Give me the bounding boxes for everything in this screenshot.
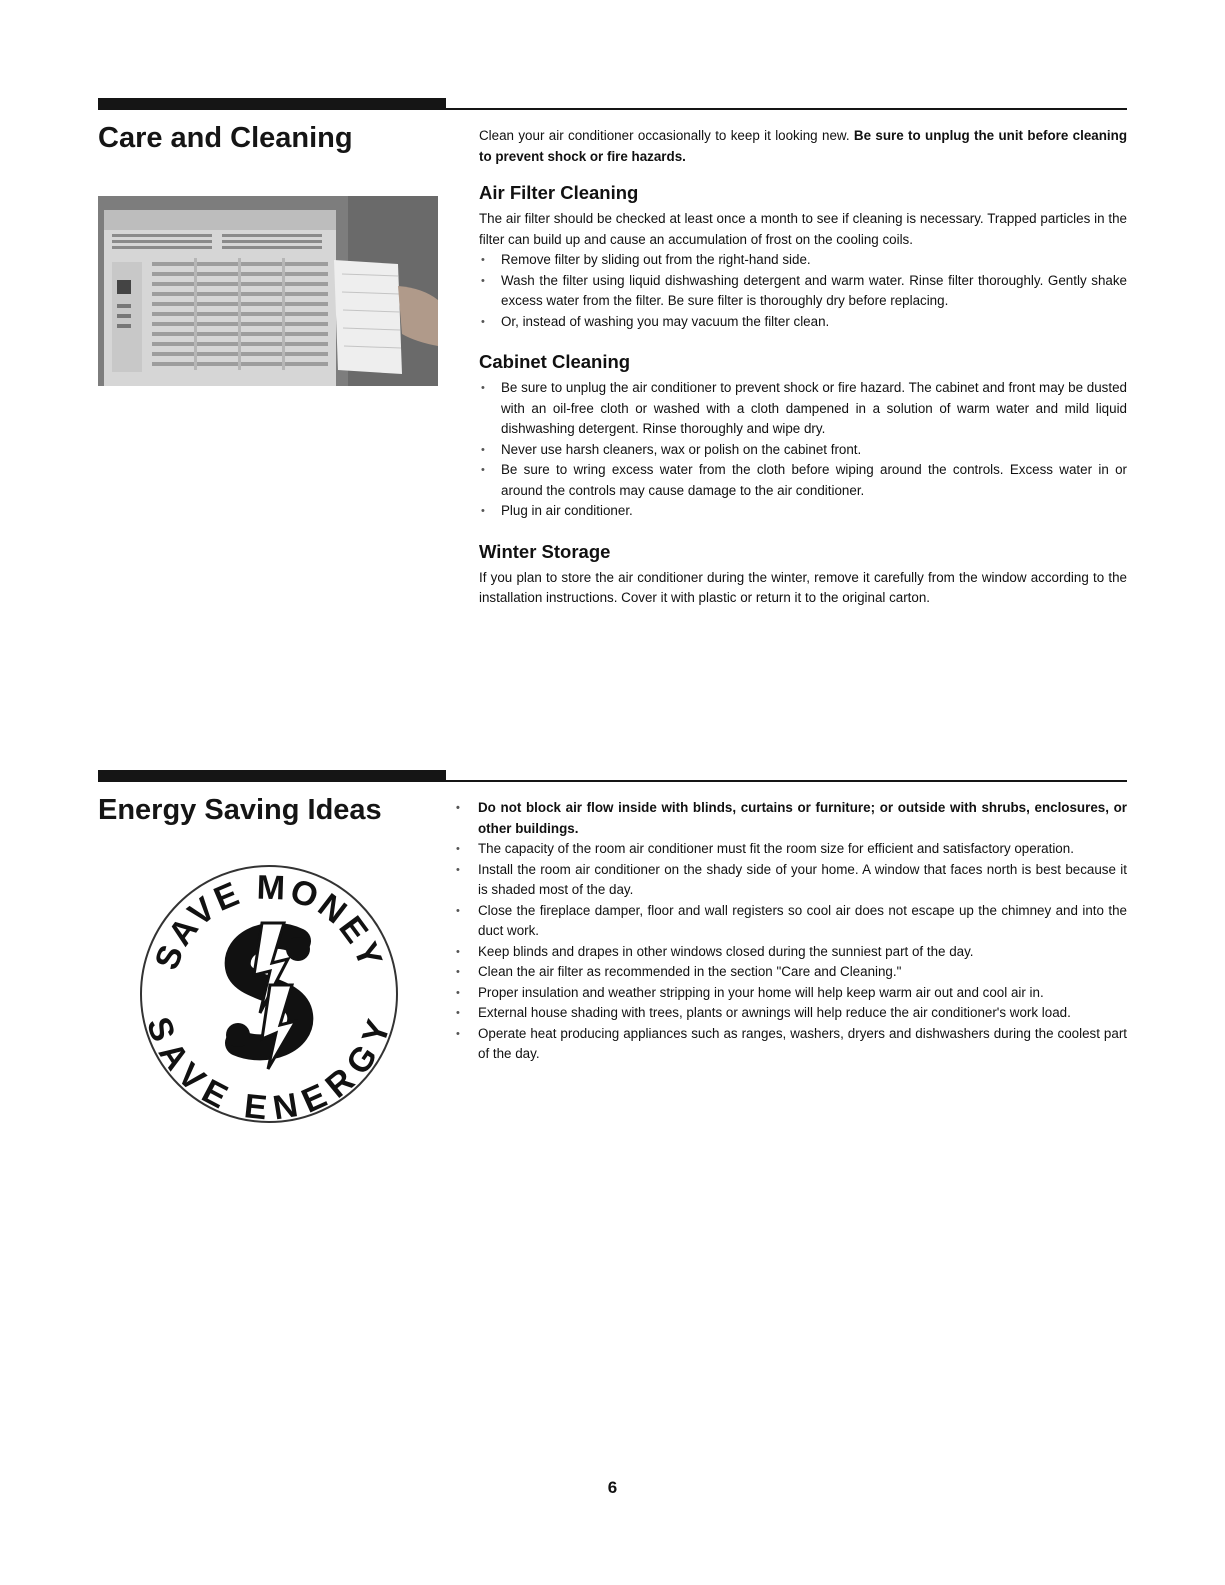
seal-bottom-text: SAVE ENERGY	[138, 1012, 400, 1125]
list-item: • Clean the air filter as recommended in the section "Care and Cleaning."	[454, 962, 1127, 983]
list-item: • Install the room air conditioner on the shady side of your home. A window that faces north is best because it is shaded most of the day.	[454, 860, 1127, 901]
section-rule-thick	[98, 98, 446, 110]
list-item: • Or, instead of washing you may vacuum the filter clean.	[479, 312, 1127, 333]
list-item: • Operate heat producing appliances such as ranges, washers, dryers and dishwashers during the coolest part of the day.	[454, 1024, 1127, 1065]
list-item: • External house shading with trees, plants or awnings will help reduce the air conditioner's work load.	[454, 1003, 1127, 1024]
list-item: • Keep blinds and drapes in other windows closed during the sunniest part of the day.	[454, 942, 1127, 963]
air-filter-heading: Air Filter Cleaning	[479, 182, 639, 203]
energy-list	[454, 798, 1127, 1065]
section-rule-thin	[446, 780, 1127, 782]
care-intro-regular: Clean your air conditioner occasionally to keep it looking new.	[479, 128, 854, 143]
list-item: • Never use harsh cleaners, wax or polish on the cabinet front.	[479, 440, 1127, 461]
air-filter-list	[479, 250, 1127, 332]
list-item: • Be sure to unplug the air conditioner to prevent shock or fire hazard. The cabinet and front may be dusted with an oil-free cloth or washed with a cloth dampened in a solution of warm water and mild liquid dishwashing detergent. Rinse thoroughly and wipe dry.	[479, 378, 1127, 440]
cabinet-list	[479, 378, 1127, 522]
section-rule-thin	[446, 108, 1127, 110]
energy-text-column	[454, 798, 1127, 1065]
air-conditioner-photo	[98, 196, 438, 386]
care-intro	[479, 126, 1127, 167]
winter-storage-heading: Winter Storage	[479, 540, 611, 562]
air-conditioner-illustration	[98, 196, 438, 386]
cabinet-heading: Cabinet Cleaning	[479, 351, 631, 372]
list-item: • Plug in air conditioner.	[479, 501, 1127, 522]
save-money-save-energy-seal	[138, 863, 400, 1125]
care-and-cleaning-section	[98, 98, 1127, 708]
seal-graphic	[138, 863, 400, 1125]
page-number: 6	[607, 1478, 618, 1497]
list-item: • Close the fireplace damper, floor and wall registers so cool air does not escape up the chimney and into the duct work.	[454, 901, 1127, 942]
care-title: Care and Cleaning	[98, 122, 353, 154]
winter-storage-paragraph: If you plan to store the air conditioner during the winter, remove it carefully from the window according to the installation instructions. Cover it with plastic or return it to the original carton.	[479, 569, 1127, 605]
list-item: • Do not block air flow inside with blinds, curtains or furniture; or outside with shrubs, enclosures, or other buildings.	[454, 798, 1127, 839]
list-item: • Remove filter by sliding out from the right-hand side.	[479, 250, 1127, 271]
care-intro-warning: Be sure to unplug the unit before cleaning to prevent shock or fire hazards.	[479, 128, 1127, 164]
list-item: • Proper insulation and weather stripping in your home will help keep warm air out and cool air in.	[454, 983, 1127, 1004]
list-item: • Wash the filter using liquid dishwashing detergent and warm water. Rinse filter thoroughly. Gently shake excess water from the filter. Be sure filter is thoroughly dry before replacing.	[479, 271, 1127, 312]
list-item: • The capacity of the room air conditioner must fit the room size for efficient and satisfactory operation.	[454, 839, 1127, 860]
section-rule-thick	[98, 770, 446, 782]
seal-top-text: SAVE MONEY	[147, 868, 391, 975]
air-filter-paragraph: The air filter should be checked at least once a month to see if cleaning is necessary. Trapped particles in the filter can build up and cause an accumulation of frost on the cooling coils.	[479, 211, 1127, 247]
energy-saving-section	[98, 770, 1127, 1150]
energy-title: Energy Saving Ideas	[98, 794, 382, 826]
care-text-column	[479, 126, 1127, 609]
list-item: • Be sure to wring excess water from the cloth before wiping around the controls. Excess water in or around the controls may cause damage to the air conditioner.	[479, 460, 1127, 501]
